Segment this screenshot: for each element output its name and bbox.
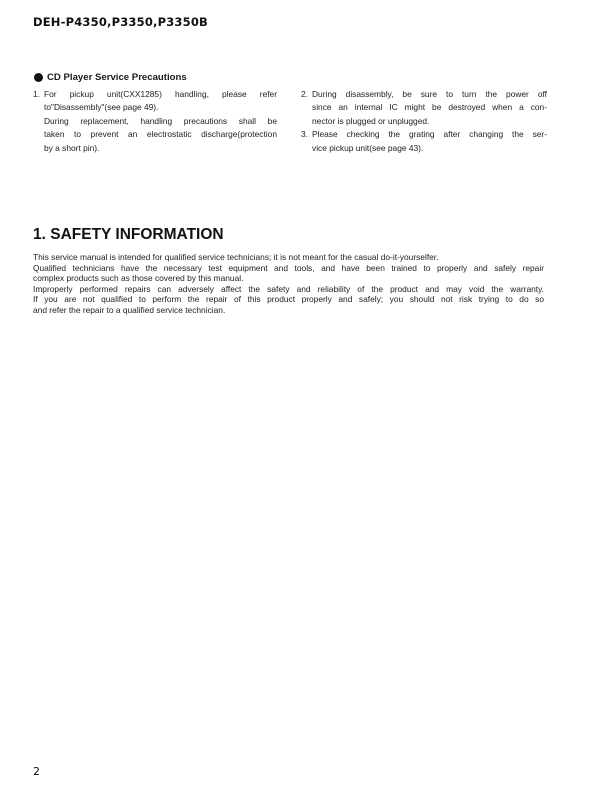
precaution-item-3 <box>301 128 547 155</box>
item-number: 2. <box>301 89 308 99</box>
text-line: by a short pin). <box>44 142 100 153</box>
item-text <box>44 88 277 155</box>
bullet-icon <box>34 73 43 82</box>
precautions-left-column <box>33 88 277 155</box>
precaution-item-1 <box>33 88 277 155</box>
item-number: 3. <box>301 129 308 140</box>
text-line: since an internal IC might be destroyed when a con- <box>312 102 547 113</box>
precautions-title: CD Player Service Precautions <box>47 72 187 83</box>
text-line: to"Disassembly"(see page 49). <box>44 102 159 113</box>
text-line: vice pickup unit(see page 43). <box>312 142 424 153</box>
text-line: nector is plugged or unplugged. <box>312 115 430 126</box>
page-number: 2 <box>33 765 40 778</box>
precautions-right-column <box>301 88 547 155</box>
paragraph-line: If you are not qualified to perform the repair of this product properly and safely; you should not risk trying to do so <box>33 294 544 305</box>
paragraph-line: This service manual is intended for qualified service technicians; it is not meant for the casual do-it-yourselfer. <box>33 252 439 262</box>
text-line: For pickup unit(CXX1285) handling, please refer <box>44 89 277 99</box>
paragraph-line: Qualified technicians have the necessary test equipment and tools, and have been trained to properly and safely repair <box>33 262 544 273</box>
item-text <box>312 128 547 155</box>
text-line: Please checking the grating after changing the ser- <box>312 129 547 140</box>
text-line: During replacement, handling precautions shall be <box>44 115 277 126</box>
precautions-heading <box>34 72 187 83</box>
section-title: 1. SAFETY INFORMATION <box>33 226 224 243</box>
paragraph-line: and refer the repair to a qualified service technician. <box>33 304 226 315</box>
item-text <box>312 88 547 128</box>
item-number: 1. <box>33 89 40 99</box>
model-header: DEH-P4350,P3350,P3350B <box>33 15 209 29</box>
text-line: During disassembly, be sure to turn the power off <box>312 89 547 99</box>
safety-body <box>33 252 544 316</box>
precaution-item-2 <box>301 88 547 128</box>
paragraph-line: Improperly performed repairs can adversely affect the safety and reliability of the product and may void the warranty. <box>33 283 544 294</box>
text-line: taken to prevent an electrostatic discharge(protection <box>44 129 277 140</box>
paragraph-line: complex products such as those covered by this manual. <box>33 273 244 284</box>
